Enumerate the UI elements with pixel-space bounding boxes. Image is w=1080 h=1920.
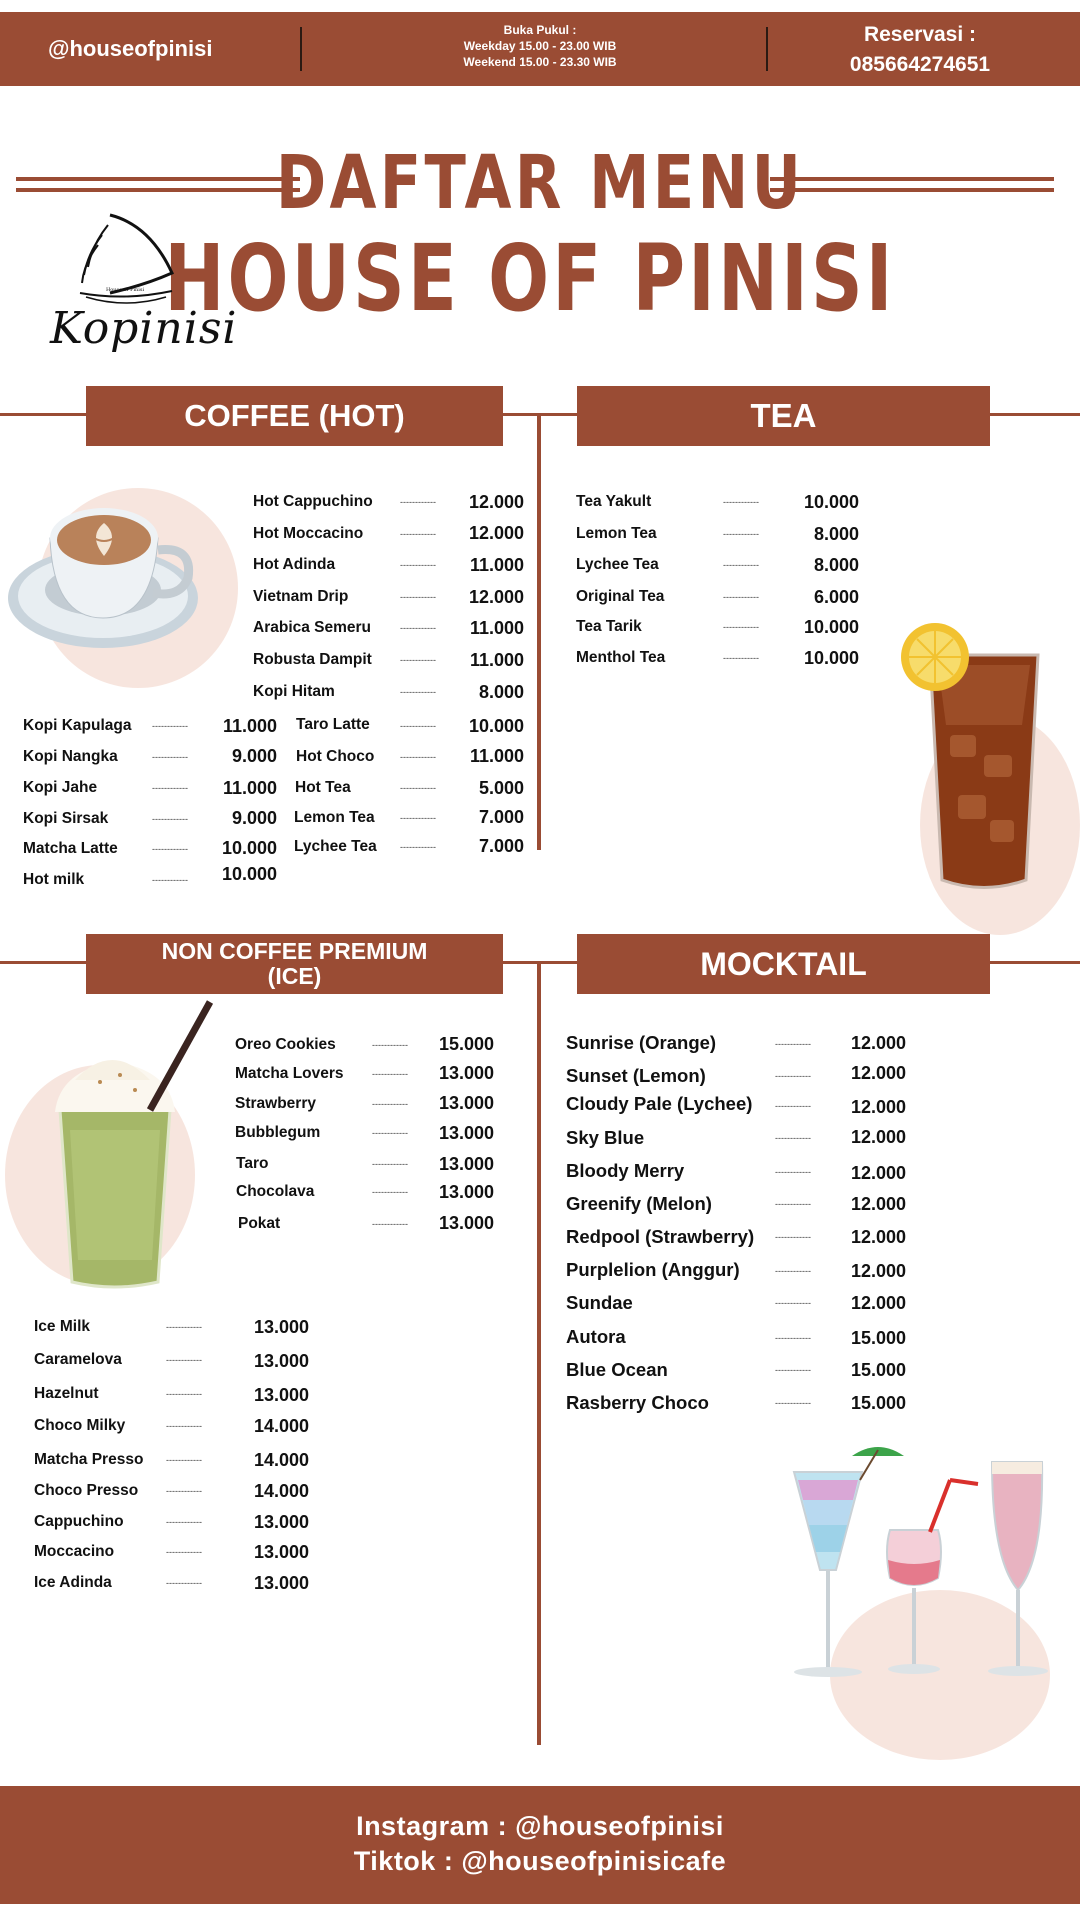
menu-item-price: 11.000 [469,746,524,766]
dot-leader: ------------ [372,1040,408,1050]
menu-item-price: 10.000 [221,838,277,858]
opening-hours [300,22,780,70]
menu-item-name: Sunset (Lemon) [566,1065,706,1086]
menu-item-price: 12.000 [850,1127,906,1147]
dot-leader: ------------ [152,875,188,885]
menu-item-name: Moccacino [34,1543,115,1560]
dot-leader: ------------ [166,1389,202,1399]
dot-leader: ------------ [152,752,188,762]
dot-leader: ------------ [166,1421,202,1431]
menu-item-price: 15.000 [438,1034,494,1054]
menu-item-name: Lemon Tea [576,525,657,542]
dot-leader: ------------ [723,653,759,663]
dot-leader: ------------ [152,844,188,854]
menu-item-name: Strawberry [235,1095,316,1112]
menu-item-price: 12.000 [850,1227,906,1247]
menu-item-name: Bloody Merry [566,1160,685,1181]
instagram-handle: @houseofpinisi [48,36,213,61]
menu-item-name: Hazelnut [34,1385,99,1402]
menu-item-name: Autora [566,1326,626,1347]
dot-leader: ------------ [775,1039,811,1049]
menu-item-name: Hot milk [23,871,85,888]
menu-item-price: 6.000 [813,587,859,607]
menu-item-price: 12.000 [850,1261,906,1281]
menu-item-name: Kopi Jahe [23,779,98,796]
menu-item-price: 13.000 [253,1317,309,1337]
dot-leader: ------------ [166,1547,202,1557]
dot-leader: ------------ [372,1099,408,1109]
menu-item-name: Chocolava [236,1183,315,1200]
menu-item-name: Greenify (Melon) [566,1193,712,1214]
menu-item-name: Tea Yakult [576,493,652,510]
menu-item-name: Sundae [566,1292,633,1313]
dot-leader: ------------ [400,655,436,665]
dot-leader: ------------ [372,1069,408,1079]
menu-item-name: Vietnam Drip [253,588,349,605]
dot-leader: ------------ [372,1219,408,1229]
dot-leader: ------------ [775,1071,811,1081]
menu-item-name: Choco Presso [34,1482,139,1499]
menu-item-price: 10.000 [221,864,277,884]
menu-item-name: Matcha Lovers [235,1065,344,1082]
menu-item-price: 15.000 [850,1360,906,1380]
menu-item-name: Robusta Dampit [253,651,372,668]
dot-leader: ------------ [400,592,436,602]
menu-item-price: 11.000 [469,555,524,575]
menu-item-price: 14.000 [253,1416,309,1436]
menu-item-price: 13.000 [253,1385,309,1405]
dot-leader: ------------ [166,1322,202,1332]
matcha-drink-image [0,1000,215,1295]
menu-item-name: Caramelova [34,1351,122,1368]
menu-item-price: 11.000 [222,778,277,798]
menu-item-price: 12.000 [850,1097,906,1117]
menu-item-name: Choco Milky [34,1417,126,1434]
menu-item-price: 13.000 [253,1542,309,1562]
iced-tea-image [880,605,1080,935]
menu-item-name: Ice Adinda [34,1574,112,1591]
mocktail-glasses-image [780,1440,1060,1760]
dot-leader: ------------ [775,1333,811,1343]
reservation-label: Reservasi : [863,23,977,46]
dot-leader: ------------ [400,623,436,633]
menu-item-name: Ice Milk [34,1318,90,1335]
dot-leader: ------------ [723,592,759,602]
menu-item-price: 12.000 [850,1293,906,1313]
menu-item-name: Hot Moccacino [253,525,364,542]
reservation-phone: 085664274651 [849,53,991,76]
dot-leader: ------------ [372,1187,408,1197]
dot-leader: ------------ [152,814,188,824]
menu-item-price: 10.000 [803,492,859,512]
non-coffee-heading [86,934,503,994]
dot-leader: ------------ [400,529,436,539]
cafe-name: HOUSE OF PINISI [164,225,896,332]
footer-tiktok: Tiktok : @houseofpinisicafe [353,1846,727,1876]
menu-item-price: 8.000 [813,555,859,575]
menu-item-name: Purplelion (Anggur) [566,1259,740,1280]
dot-leader: ------------ [775,1298,811,1308]
menu-item-name: Tea Tarik [576,618,642,635]
logo-tagline: House of Pinisi [105,287,145,293]
menu-item-price: 14.000 [253,1481,309,1501]
menu-item-name: Lychee Tea [294,838,377,855]
kopinisi-logo [40,205,238,375]
footer-instagram: Instagram : @houseofpinisi [356,1811,724,1841]
menu-item-price: 8.000 [813,524,859,544]
menu-item-name: Kopi Sirsak [23,810,109,827]
menu-item-price: 11.000 [469,650,524,670]
coffee-hot-heading: COFFEE (HOT) [86,386,503,446]
reservation [790,20,1050,80]
hours-title: Buka Pukul : [503,23,577,37]
menu-item-price: 15.000 [850,1393,906,1413]
menu-item-price: 14.000 [253,1450,309,1470]
menu-item-name: Pokat [238,1215,281,1232]
dot-leader: ------------ [775,1199,811,1209]
dot-leader: ------------ [400,813,436,823]
non-coffee-heading-line1: NON COFFEE PREMIUM [161,938,428,964]
menu-item-name: Cappuchino [34,1513,124,1530]
menu-item-name: Sky Blue [566,1127,645,1148]
menu-item-price: 12.000 [468,523,524,543]
menu-item-price: 15.000 [850,1328,906,1348]
menu-item-price: 9.000 [231,808,277,828]
column-divider-top [537,415,541,850]
menu-item-price: 12.000 [468,492,524,512]
menu-item-name: Kopi Kapulaga [23,717,132,734]
menu-item-name: Lychee Tea [576,556,659,573]
dot-leader: ------------ [166,1486,202,1496]
menu-item-price: 12.000 [850,1033,906,1053]
dot-leader: ------------ [775,1266,811,1276]
menu-item-price: 9.000 [231,746,277,766]
dot-leader: ------------ [723,529,759,539]
logo-wordmark: Kopinisi [50,303,238,354]
menu-item-name: Blue Ocean [566,1359,668,1380]
menu-item-name: Rasberry Choco [566,1392,709,1413]
menu-title: DAFTAR MENU [275,140,805,226]
menu-item-name: Hot Choco [296,748,375,765]
dot-leader: ------------ [775,1101,811,1111]
dot-leader: ------------ [775,1232,811,1242]
dot-leader: ------------ [400,721,436,731]
menu-item-name: Arabica Semeru [253,619,372,636]
dot-leader: ------------ [723,622,759,632]
menu-item-price: 12.000 [468,587,524,607]
dot-leader: ------------ [775,1398,811,1408]
menu-item-price: 11.000 [222,716,277,736]
dot-leader: ------------ [400,687,436,697]
mocktail-heading: MOCKTAIL [577,934,990,994]
menu-item-name: Original Tea [576,588,665,605]
menu-item-price: 13.000 [253,1512,309,1532]
dot-leader: ------------ [775,1133,811,1143]
hours-weekday: Weekday 15.00 - 23.00 WIB [463,39,617,53]
menu-item-price: 12.000 [850,1163,906,1183]
dot-leader: ------------ [166,1578,202,1588]
menu-item-price: 10.000 [803,648,859,668]
column-divider-bottom [537,963,541,1745]
menu-item-name: Matcha Latte [23,840,118,857]
dot-leader: ------------ [400,560,436,570]
non-coffee-heading-line2: (ICE) [267,963,322,989]
hours-weekend: Weekend 15.00 - 23.30 WIB [463,55,617,69]
menu-item-price: 10.000 [468,716,524,736]
dot-leader: ------------ [775,1167,811,1177]
menu-item-name: Taro Latte [296,716,370,733]
menu-item-name: Kopi Nangka [23,748,118,765]
menu-item-price: 13.000 [438,1063,494,1083]
menu-item-price: 7.000 [478,836,524,856]
menu-item-price: 13.000 [438,1213,494,1233]
dot-leader: ------------ [152,783,188,793]
footer-bar [0,1786,1080,1904]
dot-leader: ------------ [372,1128,408,1138]
menu-item-price: 8.000 [478,682,524,702]
dot-leader: ------------ [400,497,436,507]
menu-item-price: 13.000 [438,1123,494,1143]
menu-item-price: 7.000 [478,807,524,827]
menu-item-name: Lemon Tea [294,809,375,826]
menu-item-name: Cloudy Pale (Lychee) [566,1093,753,1114]
menu-item-price: 13.000 [438,1154,494,1174]
dot-leader: ------------ [775,1365,811,1375]
menu-item-name: Taro [236,1155,269,1172]
menu-item-price: 5.000 [478,778,524,798]
menu-item-price: 13.000 [253,1351,309,1371]
menu-item-price: 10.000 [803,617,859,637]
menu-item-price: 12.000 [850,1194,906,1214]
dot-leader: ------------ [723,497,759,507]
dot-leader: ------------ [400,783,436,793]
menu-item-name: Oreo Cookies [235,1036,336,1053]
menu-item-name: Menthol Tea [576,649,666,666]
dot-leader: ------------ [723,560,759,570]
menu-item-name: Bubblegum [235,1124,321,1141]
menu-item-name: Hot Adinda [253,556,336,573]
menu-item-name: Redpool (Strawberry) [566,1226,755,1247]
menu-item-name: Hot Cappuchino [253,493,373,510]
menu-item-name: Matcha Presso [34,1451,144,1468]
menu-item-price: 13.000 [438,1093,494,1113]
menu-item-price: 13.000 [438,1182,494,1202]
menu-item-name: Kopi Hitam [253,683,335,700]
dot-leader: ------------ [152,721,188,731]
menu-item-price: 11.000 [469,618,524,638]
tea-heading: TEA [577,386,990,446]
menu-item-price: 12.000 [850,1063,906,1083]
menu-item-price: 13.000 [253,1573,309,1593]
dot-leader: ------------ [372,1159,408,1169]
dot-leader: ------------ [166,1455,202,1465]
menu-item-name: Sunrise (Orange) [566,1032,717,1053]
dot-leader: ------------ [166,1517,202,1527]
dot-leader: ------------ [400,752,436,762]
dot-leader: ------------ [400,842,436,852]
dot-leader: ------------ [166,1355,202,1365]
menu-item-name: Hot Tea [295,779,351,796]
hot-coffee-image [8,478,238,698]
